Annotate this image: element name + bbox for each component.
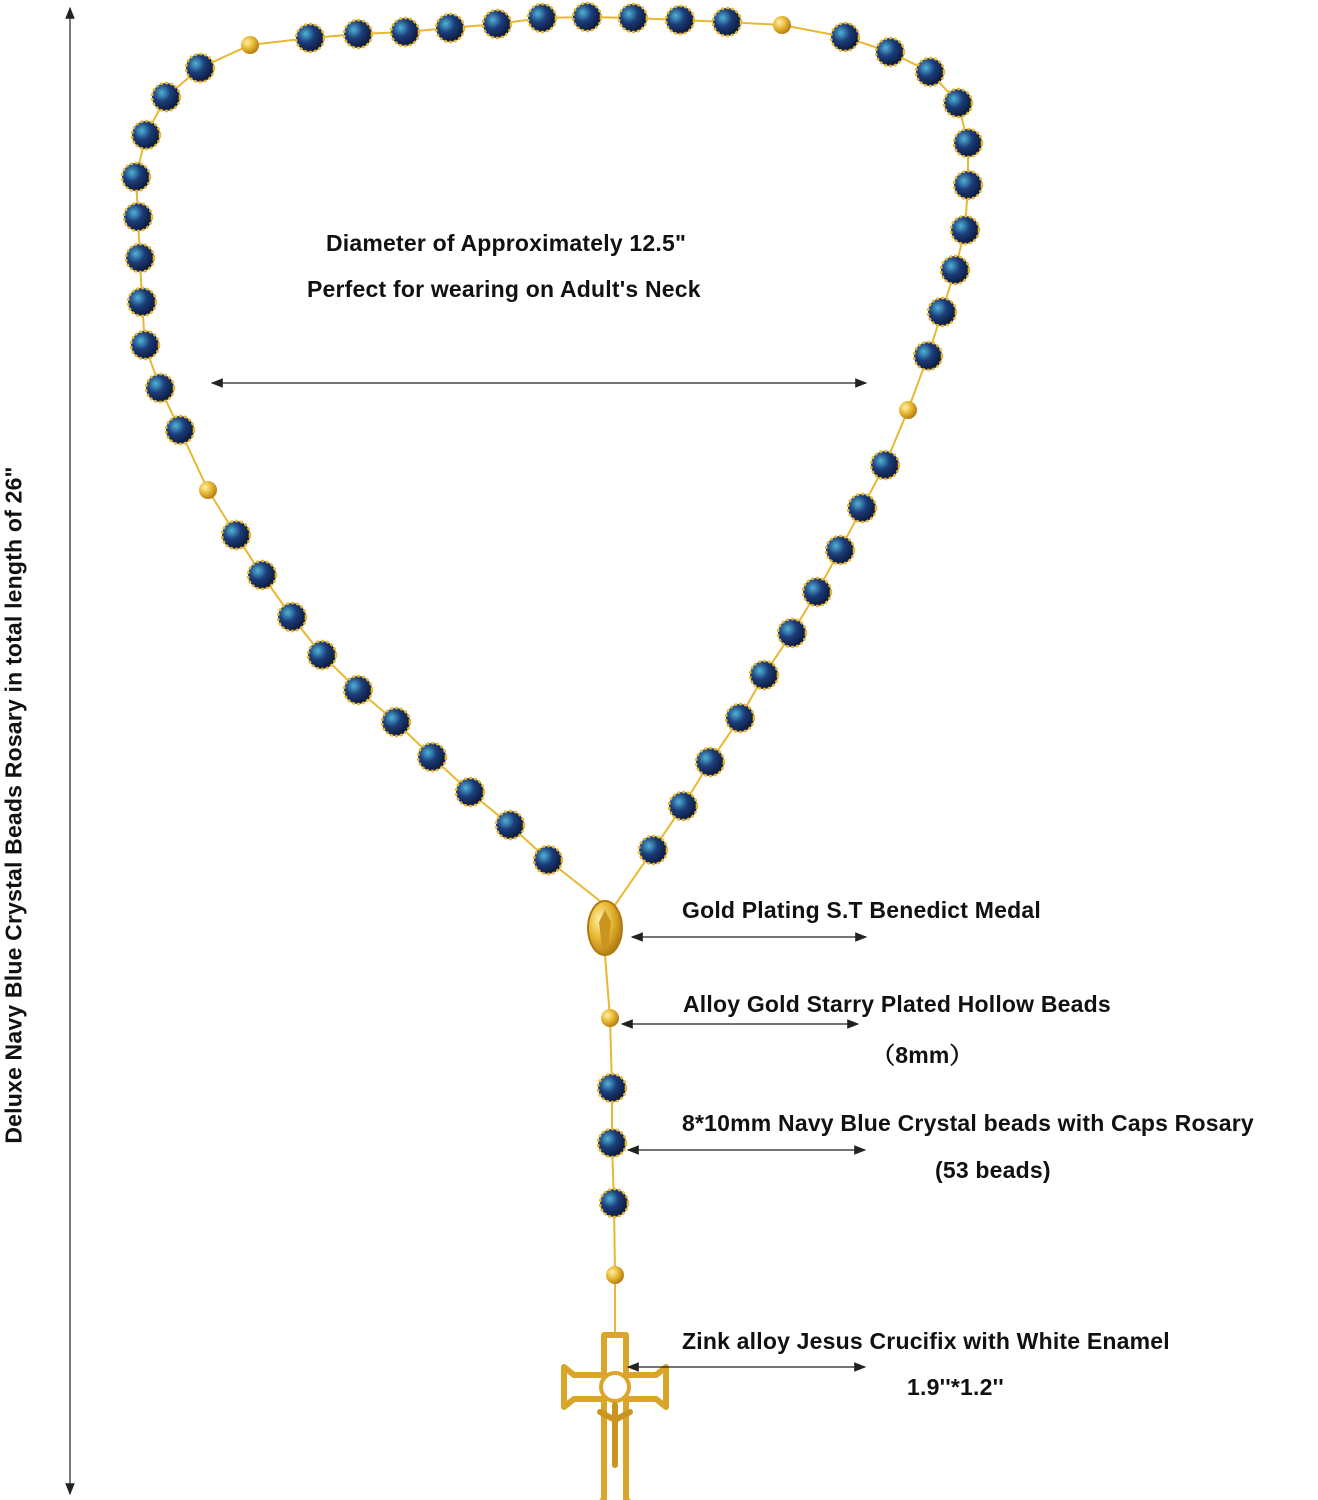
gold-hollow-bead — [899, 401, 917, 419]
crystal-bead — [669, 792, 697, 820]
crystal-bead — [436, 14, 464, 42]
gold-hollow-bead — [606, 1266, 624, 1284]
crystal-bead — [573, 3, 601, 31]
crystal-bead — [826, 536, 854, 564]
crystal-beads-count: (53 beads) — [935, 1157, 1051, 1183]
crystal-bead — [803, 578, 831, 606]
crystal-bead — [528, 4, 556, 32]
crystal-bead — [914, 342, 942, 370]
crystal-bead — [954, 171, 982, 199]
crystal-bead — [696, 748, 724, 776]
crystal-beads-label: 8*10mm Navy Blue Crystal beads with Caps Rosary — [682, 1110, 1254, 1136]
crystal-bead — [951, 216, 979, 244]
crystal-bead — [598, 1129, 626, 1157]
gold-hollow-bead — [241, 36, 259, 54]
crystal-bead — [186, 54, 214, 82]
crystal-bead — [248, 561, 276, 589]
crystal-bead — [456, 778, 484, 806]
crystal-bead — [871, 451, 899, 479]
crystal-bead — [944, 89, 972, 117]
chain-segment — [136, 17, 968, 905]
bead-group — [122, 3, 982, 1284]
crucifix — [564, 1335, 666, 1500]
crystal-bead — [126, 244, 154, 272]
crystal-bead — [222, 521, 250, 549]
crystal-bead — [639, 836, 667, 864]
crystal-bead — [598, 1074, 626, 1102]
crystal-bead — [928, 298, 956, 326]
crystal-bead — [941, 256, 969, 284]
total-length-label: Deluxe Navy Blue Crystal Beads Rosary in total length of 26" — [0, 466, 27, 1144]
crystal-bead — [382, 708, 410, 736]
crystal-bead — [122, 163, 150, 191]
crystal-bead — [916, 58, 944, 86]
crystal-bead — [534, 846, 562, 874]
crystal-bead — [128, 288, 156, 316]
crystal-bead — [483, 10, 511, 38]
neck-fit-label: Perfect for wearing on Adult's Neck — [307, 276, 701, 302]
crystal-bead — [600, 1189, 628, 1217]
crystal-bead — [278, 603, 306, 631]
crystal-bead — [496, 811, 524, 839]
crystal-bead — [876, 38, 904, 66]
gold-hollow-bead — [601, 1009, 619, 1027]
crystal-bead — [750, 661, 778, 689]
crystal-bead — [713, 8, 741, 36]
crystal-bead — [131, 331, 159, 359]
crystal-bead — [418, 743, 446, 771]
crucifix-size: 1.9''*1.2'' — [907, 1374, 1004, 1400]
crystal-bead — [132, 121, 160, 149]
crystal-bead — [344, 676, 372, 704]
crystal-bead — [848, 494, 876, 522]
crystal-bead — [308, 641, 336, 669]
diameter-label: Diameter of Approximately 12.5" — [326, 230, 687, 256]
crystal-bead — [146, 374, 174, 402]
crystal-bead — [666, 6, 694, 34]
crystal-bead — [296, 24, 324, 52]
crystal-bead — [124, 203, 152, 231]
crystal-bead — [344, 20, 372, 48]
crystal-bead — [726, 704, 754, 732]
crystal-bead — [166, 416, 194, 444]
medal — [588, 901, 622, 955]
gold-chain — [136, 17, 968, 1335]
crystal-bead — [619, 4, 647, 32]
crystal-bead — [391, 18, 419, 46]
crystal-bead — [778, 619, 806, 647]
crystal-bead — [831, 23, 859, 51]
gold-hollow-bead — [773, 16, 791, 34]
crystal-bead — [152, 83, 180, 111]
medal-label: Gold Plating S.T Benedict Medal — [682, 897, 1041, 923]
crystal-bead — [954, 129, 982, 157]
hollow-beads-label: Alloy Gold Starry Plated Hollow Beads — [683, 991, 1111, 1017]
crucifix-label: Zink alloy Jesus Crucifix with White Enamel — [682, 1328, 1170, 1354]
gold-hollow-bead — [199, 481, 217, 499]
hollow-beads-size: （8mm） — [872, 1042, 973, 1068]
